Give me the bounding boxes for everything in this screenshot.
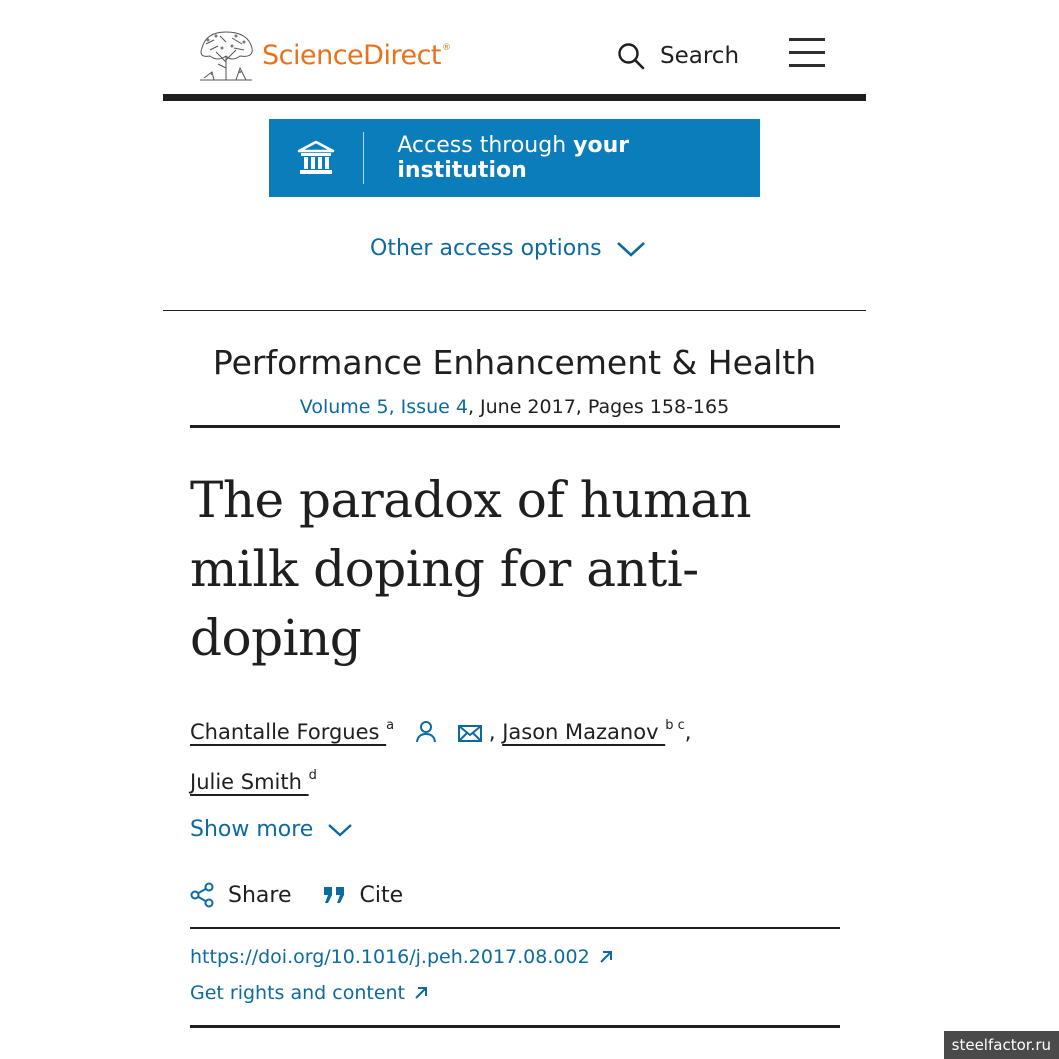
share-button[interactable] [190, 882, 292, 908]
journal-title[interactable]: Performance Enhancement & Health [212, 343, 817, 382]
access-prefix: Access through [397, 133, 574, 158]
bottom-divider [190, 1025, 840, 1028]
cite-button[interactable] [322, 883, 404, 908]
article-actions [190, 882, 403, 908]
rights-text: Get rights and content [190, 982, 406, 1004]
search-icon [616, 41, 646, 71]
author-list: Chantalle Forgues $^a$ , Jason Mazanov $^{b c}$, Julie Smith $^d$ [190, 718, 692, 794]
chevron-down-icon [327, 822, 353, 838]
volume-issue-link[interactable]: Volume 5, Issue 4 [299, 396, 468, 418]
rights-and-content-link[interactable] [190, 982, 429, 1004]
author-affiliation: b c [665, 718, 685, 733]
chevron-down-icon [616, 240, 646, 258]
share-label: Share [228, 882, 292, 908]
external-link-icon [413, 985, 429, 1001]
brand-text: ScienceDirect [262, 40, 442, 71]
author-affiliation: a [386, 718, 395, 733]
person-icon[interactable] [414, 716, 438, 756]
other-access-label: Other access options [370, 236, 602, 261]
actions-divider [190, 927, 840, 929]
doi-link[interactable] [190, 946, 614, 968]
quote-icon [322, 885, 346, 905]
journal-issue-info [163, 396, 866, 418]
article-title: The paradox of human milk doping for anti-doping [190, 471, 752, 667]
author-name[interactable]: Jason Mazanov [502, 720, 666, 744]
other-access-options-link[interactable] [370, 236, 646, 261]
menu-icon[interactable] [789, 38, 825, 70]
search-button[interactable] [616, 38, 739, 74]
author-affiliation: d [308, 768, 317, 783]
registered-mark: ® [442, 43, 451, 53]
show-more-button[interactable] [190, 817, 353, 842]
access-emphasis: your institution [397, 133, 630, 183]
brand-name[interactable] [262, 40, 451, 71]
share-icon [190, 882, 214, 908]
email-icon[interactable] [458, 716, 482, 756]
access-label [397, 133, 760, 183]
section-divider [163, 310, 866, 311]
author-name[interactable]: Chantalle Forgues [190, 720, 387, 744]
show-more-label: Show more [190, 817, 314, 842]
author-name[interactable]: Julie Smith [190, 770, 309, 794]
cite-label: Cite [359, 882, 404, 908]
institution-icon [269, 119, 363, 197]
issue-date-pages: , June 2017, Pages 158-165 [467, 396, 730, 418]
watermark: steelfactor.ru [944, 1031, 1059, 1059]
header-divider [163, 94, 866, 101]
search-label: Search [660, 43, 740, 69]
doi-text: https://doi.org/10.1016/j.peh.2017.08.002 [190, 946, 590, 968]
access-separator [363, 132, 364, 184]
access-through-institution-button[interactable] [269, 119, 760, 197]
external-link-icon [598, 949, 614, 965]
elsevier-tree-logo[interactable] [196, 28, 256, 82]
journal-divider [190, 425, 840, 428]
